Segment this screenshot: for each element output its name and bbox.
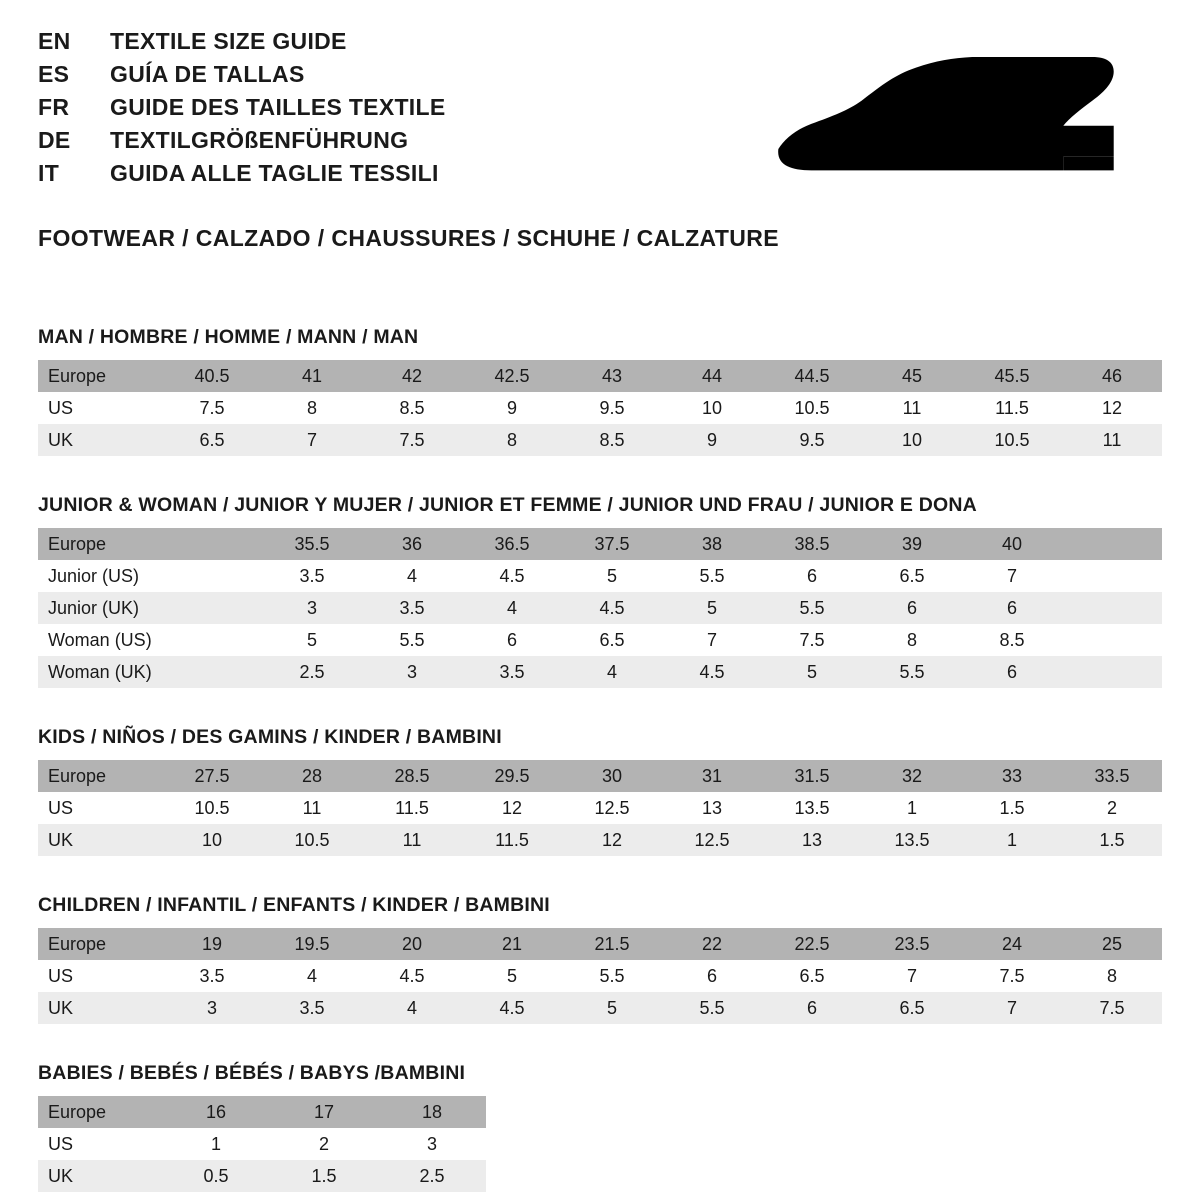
cell: 10 <box>862 424 962 456</box>
row-label: Europe <box>38 928 162 960</box>
cell: 9 <box>662 424 762 456</box>
cell: 11.5 <box>362 792 462 824</box>
cell <box>1062 592 1162 624</box>
cell: 11 <box>862 392 962 424</box>
cell: 5 <box>762 656 862 688</box>
cell: 6.5 <box>162 424 262 456</box>
table-row <box>38 824 1162 856</box>
cell: 19.5 <box>262 928 362 960</box>
cell: 18 <box>378 1096 486 1128</box>
table-row <box>38 624 1162 656</box>
size-table-babies <box>38 1096 486 1192</box>
cell: 5 <box>262 624 362 656</box>
table-row <box>38 992 1162 1024</box>
section-junior-woman <box>38 494 1162 688</box>
language-row <box>38 96 446 119</box>
language-title: GUÍA DE TALLAS <box>110 61 305 87</box>
cell: 7.5 <box>162 392 262 424</box>
cell: 17 <box>270 1096 378 1128</box>
size-table-children <box>38 928 1162 1024</box>
row-label: US <box>38 960 162 992</box>
cell <box>1062 560 1162 592</box>
cell: 3.5 <box>162 960 262 992</box>
section-kids <box>38 726 1162 856</box>
row-label: Europe <box>38 760 162 792</box>
section-title: CHILDREN / INFANTIL / ENFANTS / KINDER / BAMBINI <box>38 894 550 916</box>
cell: 3 <box>162 992 262 1024</box>
cell: 19 <box>162 928 262 960</box>
cell: 40 <box>962 528 1062 560</box>
table-row <box>38 528 1162 560</box>
cell: 5.5 <box>662 992 762 1024</box>
language-code: EN <box>38 28 71 54</box>
cell: 7.5 <box>1062 992 1162 1024</box>
cell: 24 <box>962 928 1062 960</box>
cell: 39 <box>862 528 962 560</box>
cell: 22 <box>662 928 762 960</box>
cell: 20 <box>362 928 462 960</box>
cell: 32 <box>862 760 962 792</box>
cell: 25 <box>1062 928 1162 960</box>
row-label: US <box>38 792 162 824</box>
section-title: BABIES / BEBÉS / BÉBÉS / BABYS /BAMBINI <box>38 1062 466 1084</box>
section-title: JUNIOR & WOMAN / JUNIOR Y MUJER / JUNIOR ET FEMME / JUNIOR UND FRAU / JUNIOR E DONA <box>38 494 977 516</box>
cell: 6 <box>762 992 862 1024</box>
cell <box>162 560 262 592</box>
cell: 6 <box>862 592 962 624</box>
cell: 7 <box>862 960 962 992</box>
cell: 12.5 <box>662 824 762 856</box>
cell: 8 <box>1062 960 1162 992</box>
table-row <box>38 1096 486 1128</box>
section-title: MAN / HOMBRE / HOMME / MANN / MAN <box>38 326 419 348</box>
row-label: UK <box>38 1160 162 1192</box>
cell: 33 <box>962 760 1062 792</box>
cell: 31 <box>662 760 762 792</box>
page-header <box>38 30 1162 195</box>
cell: 7 <box>262 424 362 456</box>
cell: 22.5 <box>762 928 862 960</box>
cell: 1.5 <box>962 792 1062 824</box>
cell <box>1062 624 1162 656</box>
section-man <box>38 326 1162 456</box>
row-label: Junior (US) <box>38 560 162 592</box>
language-row <box>38 129 446 152</box>
cell: 7.5 <box>362 424 462 456</box>
cell: 7 <box>962 992 1062 1024</box>
cell: 8 <box>862 624 962 656</box>
row-label: UK <box>38 992 162 1024</box>
cell: 6.5 <box>862 560 962 592</box>
cell: 6 <box>962 656 1062 688</box>
cell: 1 <box>162 1128 270 1160</box>
cell: 23.5 <box>862 928 962 960</box>
cell: 36.5 <box>462 528 562 560</box>
table-row <box>38 1128 486 1160</box>
language-title-list <box>38 30 446 195</box>
cell: 28 <box>262 760 362 792</box>
cell: 42.5 <box>462 360 562 392</box>
cell: 4.5 <box>562 592 662 624</box>
table-row <box>38 392 1162 424</box>
row-label: Woman (US) <box>38 624 162 656</box>
cell <box>1062 528 1162 560</box>
cell: 10 <box>662 392 762 424</box>
cell: 8.5 <box>962 624 1062 656</box>
cell: 6 <box>462 624 562 656</box>
cell: 3.5 <box>262 992 362 1024</box>
cell: 41 <box>262 360 362 392</box>
cell: 31.5 <box>762 760 862 792</box>
cell: 4 <box>562 656 662 688</box>
cell: 3.5 <box>462 656 562 688</box>
language-code: ES <box>38 61 70 87</box>
language-title: GUIDA ALLE TAGLIE TESSILI <box>110 160 439 186</box>
table-row <box>38 792 1162 824</box>
cell: 35.5 <box>262 528 362 560</box>
cell: 45.5 <box>962 360 1062 392</box>
cell: 3 <box>262 592 362 624</box>
cell: 4.5 <box>462 992 562 1024</box>
cell: 46 <box>1062 360 1162 392</box>
cell: 9.5 <box>562 392 662 424</box>
cell: 5 <box>662 592 762 624</box>
cell: 0.5 <box>162 1160 270 1192</box>
language-row <box>38 63 446 86</box>
size-table-junior-woman <box>38 528 1162 688</box>
cell <box>1062 656 1162 688</box>
cell: 44.5 <box>762 360 862 392</box>
cell: 12.5 <box>562 792 662 824</box>
row-label: Woman (UK) <box>38 656 162 688</box>
cell: 8 <box>262 392 362 424</box>
table-row <box>38 928 1162 960</box>
language-title: TEXTILGRÖßENFÜHRUNG <box>110 127 409 153</box>
cell: 13.5 <box>862 824 962 856</box>
cell: 40.5 <box>162 360 262 392</box>
cell: 11.5 <box>962 392 1062 424</box>
cell: 27.5 <box>162 760 262 792</box>
language-row <box>38 162 446 185</box>
size-table-kids <box>38 760 1162 856</box>
cell <box>162 592 262 624</box>
cell: 36 <box>362 528 462 560</box>
cell: 11 <box>362 824 462 856</box>
section-babies <box>38 1062 1162 1192</box>
cell: 5.5 <box>362 624 462 656</box>
cell: 21 <box>462 928 562 960</box>
cell: 44 <box>662 360 762 392</box>
language-row <box>38 30 446 53</box>
cell: 7 <box>662 624 762 656</box>
cell: 1.5 <box>270 1160 378 1192</box>
cell: 13 <box>762 824 862 856</box>
row-label: Europe <box>38 1096 162 1128</box>
cell: 4 <box>462 592 562 624</box>
cell: 6 <box>662 960 762 992</box>
row-label: Europe <box>38 528 162 560</box>
section-title: KIDS / NIÑOS / DES GAMINS / KINDER / BAMBINI <box>38 726 502 748</box>
cell: 10.5 <box>962 424 1062 456</box>
cell: 10.5 <box>162 792 262 824</box>
cell: 11 <box>1062 424 1162 456</box>
cell: 4 <box>362 560 462 592</box>
cell <box>162 528 262 560</box>
cell: 1 <box>862 792 962 824</box>
cell: 8 <box>462 424 562 456</box>
row-label: UK <box>38 824 162 856</box>
cell: 9.5 <box>762 424 862 456</box>
cell: 30 <box>562 760 662 792</box>
cell: 9 <box>462 392 562 424</box>
cell: 13.5 <box>762 792 862 824</box>
row-label: US <box>38 1128 162 1160</box>
cell <box>162 656 262 688</box>
cell: 5.5 <box>562 960 662 992</box>
cell: 6 <box>962 592 1062 624</box>
cell: 1 <box>962 824 1062 856</box>
table-row <box>38 656 1162 688</box>
footwear-heading: FOOTWEAR / CALZADO / CHAUSSURES / SCHUHE / CALZATURE <box>38 225 780 251</box>
language-code: DE <box>38 127 71 153</box>
cell: 11 <box>262 792 362 824</box>
cell: 4 <box>262 960 362 992</box>
cell: 1.5 <box>1062 824 1162 856</box>
cell: 3.5 <box>262 560 362 592</box>
table-row <box>38 560 1162 592</box>
row-label: US <box>38 392 162 424</box>
cell: 6 <box>762 560 862 592</box>
cell: 12 <box>562 824 662 856</box>
cell: 33.5 <box>1062 760 1162 792</box>
cell: 3 <box>362 656 462 688</box>
dress-shoe-icon <box>772 56 1132 182</box>
cell: 21.5 <box>562 928 662 960</box>
row-label: Europe <box>38 360 162 392</box>
cell: 8.5 <box>362 392 462 424</box>
table-row <box>38 1160 486 1192</box>
cell: 5.5 <box>862 656 962 688</box>
cell: 5 <box>562 560 662 592</box>
cell: 12 <box>462 792 562 824</box>
language-code: IT <box>38 160 60 186</box>
cell <box>162 624 262 656</box>
cell: 13 <box>662 792 762 824</box>
cell: 2.5 <box>262 656 362 688</box>
cell: 37.5 <box>562 528 662 560</box>
language-code: FR <box>38 94 70 120</box>
cell: 4.5 <box>662 656 762 688</box>
cell: 10.5 <box>262 824 362 856</box>
cell: 5 <box>462 960 562 992</box>
cell: 2 <box>270 1128 378 1160</box>
cell: 11.5 <box>462 824 562 856</box>
table-row <box>38 360 1162 392</box>
cell: 4.5 <box>462 560 562 592</box>
cell: 42 <box>362 360 462 392</box>
cell: 5.5 <box>762 592 862 624</box>
cell: 7.5 <box>762 624 862 656</box>
cell: 7 <box>962 560 1062 592</box>
cell: 10 <box>162 824 262 856</box>
cell: 12 <box>1062 392 1162 424</box>
cell: 10.5 <box>762 392 862 424</box>
cell: 38 <box>662 528 762 560</box>
cell: 7.5 <box>962 960 1062 992</box>
cell: 6.5 <box>562 624 662 656</box>
language-title: GUIDE DES TAILLES TEXTILE <box>110 94 446 120</box>
cell: 4 <box>362 992 462 1024</box>
cell: 43 <box>562 360 662 392</box>
table-row <box>38 760 1162 792</box>
language-title: TEXTILE SIZE GUIDE <box>110 28 347 54</box>
cell: 6.5 <box>862 992 962 1024</box>
section-children <box>38 894 1162 1024</box>
cell: 45 <box>862 360 962 392</box>
cell: 38.5 <box>762 528 862 560</box>
cell: 8.5 <box>562 424 662 456</box>
cell: 2 <box>1062 792 1162 824</box>
cell: 5.5 <box>662 560 762 592</box>
table-row <box>38 960 1162 992</box>
cell: 16 <box>162 1096 270 1128</box>
cell: 5 <box>562 992 662 1024</box>
row-label: UK <box>38 424 162 456</box>
cell: 28.5 <box>362 760 462 792</box>
cell: 4.5 <box>362 960 462 992</box>
cell: 3.5 <box>362 592 462 624</box>
cell: 29.5 <box>462 760 562 792</box>
cell: 2.5 <box>378 1160 486 1192</box>
table-row <box>38 592 1162 624</box>
table-row <box>38 424 1162 456</box>
row-label: Junior (UK) <box>38 592 162 624</box>
cell: 3 <box>378 1128 486 1160</box>
size-table-man <box>38 360 1162 456</box>
cell: 6.5 <box>762 960 862 992</box>
